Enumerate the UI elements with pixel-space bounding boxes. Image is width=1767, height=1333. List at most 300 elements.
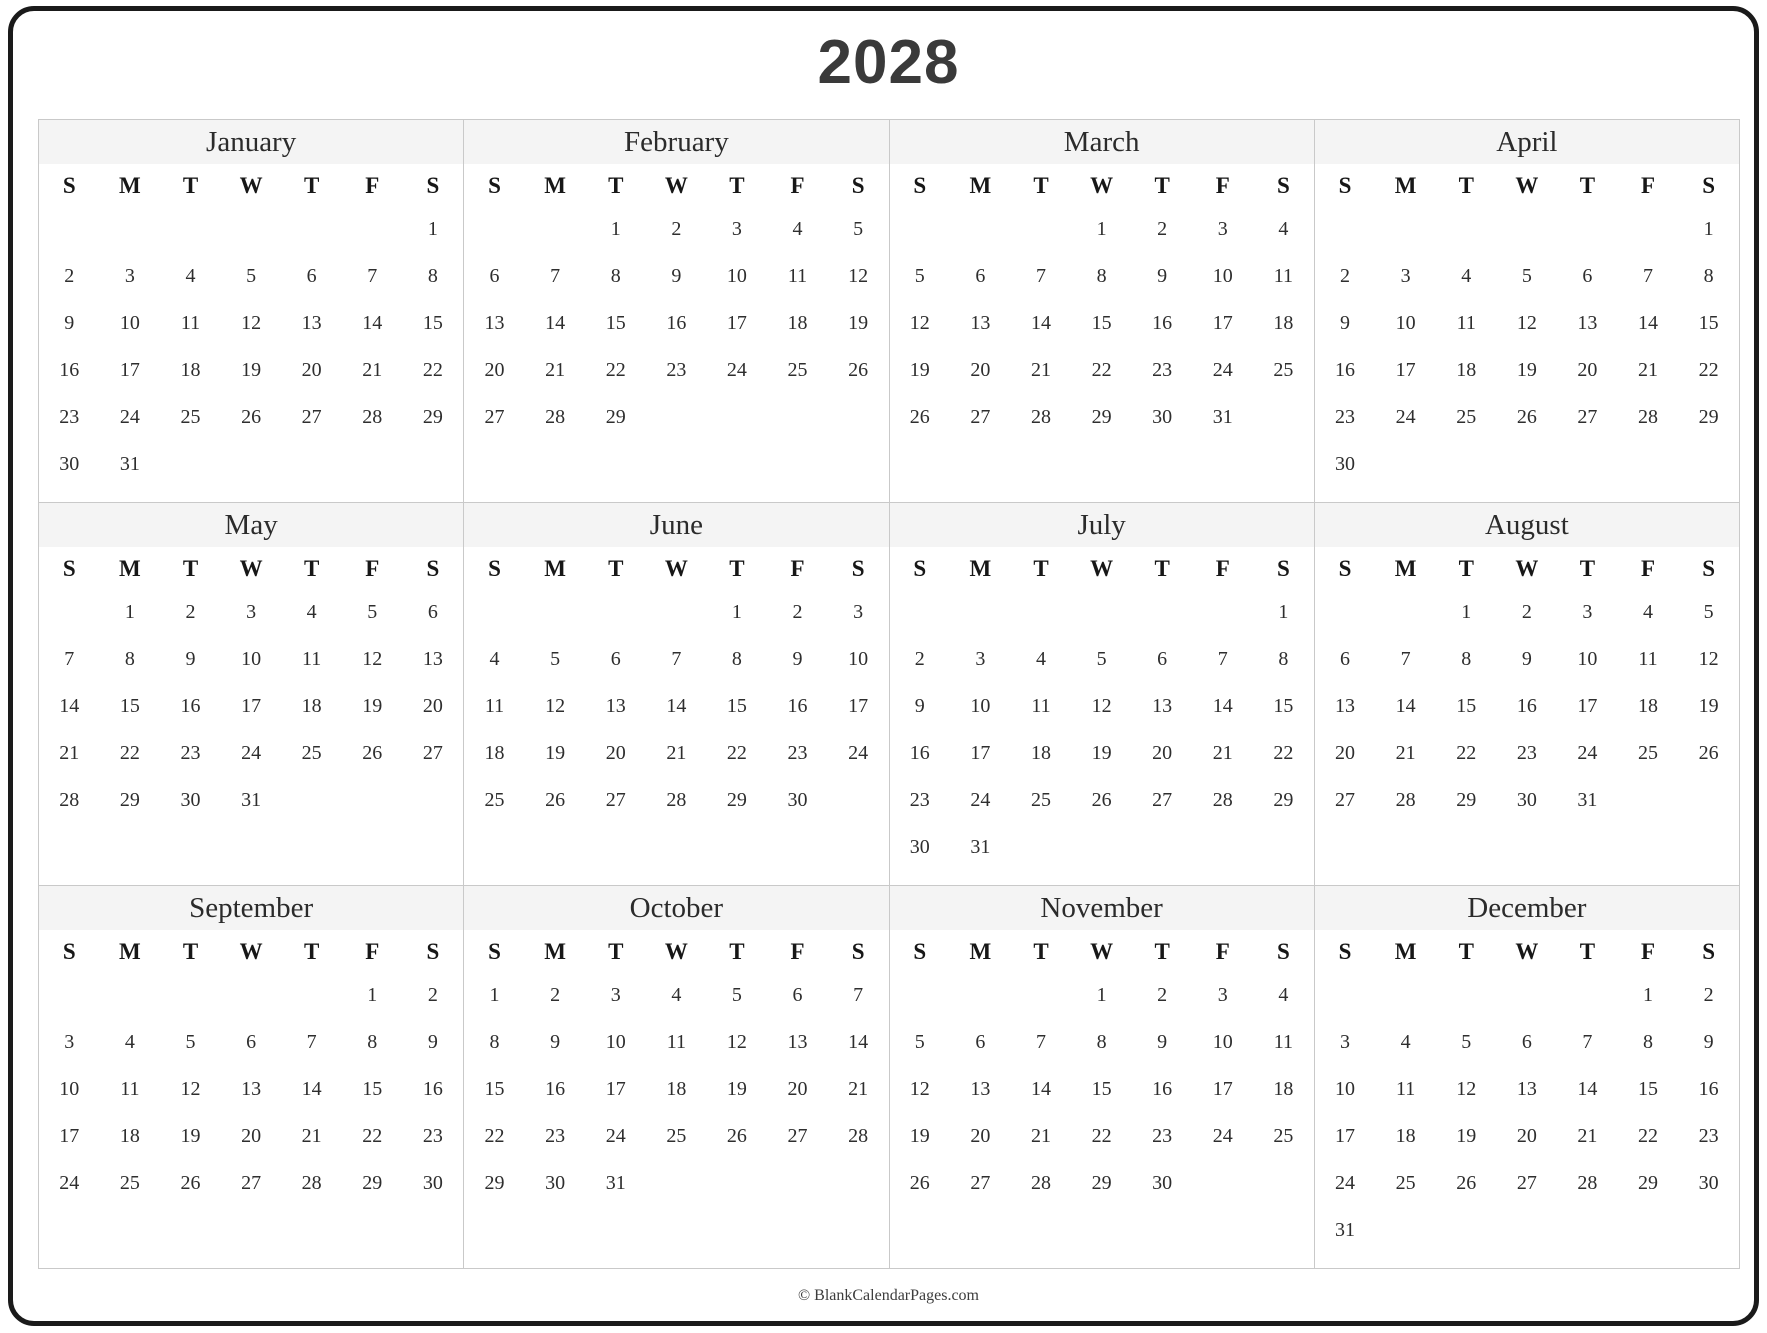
day-cell[interactable]: 17 bbox=[1577, 695, 1598, 717]
day-cell[interactable]: 26 bbox=[1456, 1172, 1477, 1194]
day-cell[interactable]: 11 bbox=[484, 695, 505, 717]
day-cell[interactable]: 28 bbox=[666, 789, 687, 811]
day-cell[interactable]: 20 bbox=[970, 1125, 991, 1147]
day-cell[interactable]: 19 bbox=[545, 742, 566, 764]
day-cell[interactable]: 14 bbox=[1395, 695, 1416, 717]
day-cell[interactable]: 12 bbox=[1091, 695, 1112, 717]
day-cell[interactable]: 2 bbox=[185, 601, 196, 623]
day-cell[interactable]: 15 bbox=[1638, 1078, 1659, 1100]
day-cell[interactable]: 8 bbox=[1461, 648, 1472, 670]
day-cell[interactable]: 2 bbox=[1340, 265, 1351, 287]
day-cell[interactable]: 26 bbox=[848, 359, 869, 381]
day-cell[interactable]: 10 bbox=[1577, 648, 1598, 670]
day-cell[interactable]: 1 bbox=[1643, 984, 1654, 1006]
day-cell[interactable]: 10 bbox=[1395, 312, 1416, 334]
day-cell[interactable]: 24 bbox=[726, 359, 747, 381]
day-cell[interactable]: 9 bbox=[914, 695, 925, 717]
day-cell[interactable]: 5 bbox=[1521, 265, 1532, 287]
day-cell[interactable]: 26 bbox=[909, 1172, 930, 1194]
day-cell[interactable]: 15 bbox=[1456, 695, 1477, 717]
day-cell[interactable]: 10 bbox=[605, 1031, 626, 1053]
day-cell[interactable]: 28 bbox=[1638, 406, 1659, 428]
day-cell[interactable]: 14 bbox=[59, 695, 80, 717]
day-cell[interactable]: 2 bbox=[1703, 984, 1714, 1006]
day-cell[interactable]: 6 bbox=[975, 265, 986, 287]
day-cell[interactable]: 5 bbox=[731, 984, 742, 1006]
day-cell[interactable]: 27 bbox=[484, 406, 505, 428]
day-cell[interactable]: 12 bbox=[545, 695, 566, 717]
day-cell[interactable]: 7 bbox=[1400, 648, 1411, 670]
day-cell[interactable]: 10 bbox=[1335, 1078, 1356, 1100]
day-cell[interactable]: 3 bbox=[1340, 1031, 1351, 1053]
day-cell[interactable]: 12 bbox=[848, 265, 869, 287]
day-cell[interactable]: 3 bbox=[853, 601, 864, 623]
day-cell[interactable]: 23 bbox=[1516, 742, 1537, 764]
day-cell[interactable]: 18 bbox=[484, 742, 505, 764]
day-cell[interactable]: 1 bbox=[489, 984, 500, 1006]
day-cell[interactable]: 1 bbox=[427, 218, 438, 240]
day-cell[interactable]: 1 bbox=[1461, 601, 1472, 623]
day-cell[interactable]: 22 bbox=[1273, 742, 1294, 764]
day-cell[interactable]: 19 bbox=[1516, 359, 1537, 381]
day-cell[interactable]: 4 bbox=[185, 265, 196, 287]
day-cell[interactable]: 21 bbox=[545, 359, 566, 381]
day-cell[interactable]: 30 bbox=[1152, 406, 1173, 428]
day-cell[interactable]: 20 bbox=[1577, 359, 1598, 381]
day-cell[interactable]: 20 bbox=[1335, 742, 1356, 764]
day-cell[interactable]: 13 bbox=[241, 1078, 262, 1100]
day-cell[interactable]: 15 bbox=[484, 1078, 505, 1100]
day-cell[interactable]: 28 bbox=[1030, 406, 1051, 428]
day-cell[interactable]: 12 bbox=[241, 312, 262, 334]
day-cell[interactable]: 6 bbox=[1157, 648, 1168, 670]
day-cell[interactable]: 1 bbox=[1278, 601, 1289, 623]
day-cell[interactable]: 9 bbox=[427, 1031, 438, 1053]
day-cell[interactable]: 24 bbox=[1577, 742, 1598, 764]
day-cell[interactable]: 3 bbox=[1217, 984, 1228, 1006]
day-cell[interactable]: 27 bbox=[605, 789, 626, 811]
day-cell[interactable]: 16 bbox=[1698, 1078, 1719, 1100]
day-cell[interactable]: 16 bbox=[180, 695, 201, 717]
day-cell[interactable]: 26 bbox=[241, 406, 262, 428]
day-cell[interactable]: 1 bbox=[367, 984, 378, 1006]
day-cell[interactable]: 19 bbox=[909, 359, 930, 381]
day-cell[interactable]: 1 bbox=[1096, 984, 1107, 1006]
day-cell[interactable]: 18 bbox=[119, 1125, 140, 1147]
day-cell[interactable]: 22 bbox=[119, 742, 140, 764]
day-cell[interactable]: 6 bbox=[489, 265, 500, 287]
day-cell[interactable]: 17 bbox=[241, 695, 262, 717]
day-cell[interactable]: 8 bbox=[124, 648, 135, 670]
day-cell[interactable]: 9 bbox=[1157, 265, 1168, 287]
day-cell[interactable]: 24 bbox=[59, 1172, 80, 1194]
day-cell[interactable]: 25 bbox=[1638, 742, 1659, 764]
day-cell[interactable]: 29 bbox=[484, 1172, 505, 1194]
day-cell[interactable]: 24 bbox=[605, 1125, 626, 1147]
day-cell[interactable]: 2 bbox=[1157, 984, 1168, 1006]
day-cell[interactable]: 10 bbox=[970, 695, 991, 717]
day-cell[interactable]: 3 bbox=[610, 984, 621, 1006]
day-cell[interactable]: 10 bbox=[1212, 265, 1233, 287]
day-cell[interactable]: 22 bbox=[1456, 742, 1477, 764]
day-cell[interactable]: 27 bbox=[1152, 789, 1173, 811]
day-cell[interactable]: 12 bbox=[1516, 312, 1537, 334]
day-cell[interactable]: 20 bbox=[1152, 742, 1173, 764]
day-cell[interactable]: 15 bbox=[422, 312, 443, 334]
day-cell[interactable]: 18 bbox=[666, 1078, 687, 1100]
day-cell[interactable]: 10 bbox=[119, 312, 140, 334]
day-cell[interactable]: 9 bbox=[1157, 1031, 1168, 1053]
day-cell[interactable]: 20 bbox=[301, 359, 322, 381]
day-cell[interactable]: 22 bbox=[1698, 359, 1719, 381]
day-cell[interactable]: 2 bbox=[550, 984, 561, 1006]
day-cell[interactable]: 7 bbox=[1217, 648, 1228, 670]
day-cell[interactable]: 4 bbox=[1643, 601, 1654, 623]
day-cell[interactable]: 3 bbox=[975, 648, 986, 670]
day-cell[interactable]: 16 bbox=[1335, 359, 1356, 381]
day-cell[interactable]: 4 bbox=[489, 648, 500, 670]
day-cell[interactable]: 18 bbox=[1456, 359, 1477, 381]
day-cell[interactable]: 6 bbox=[1521, 1031, 1532, 1053]
day-cell[interactable]: 5 bbox=[1461, 1031, 1472, 1053]
day-cell[interactable]: 4 bbox=[671, 984, 682, 1006]
day-cell[interactable]: 4 bbox=[1278, 218, 1289, 240]
day-cell[interactable]: 17 bbox=[59, 1125, 80, 1147]
day-cell[interactable]: 11 bbox=[787, 265, 808, 287]
day-cell[interactable]: 18 bbox=[1638, 695, 1659, 717]
day-cell[interactable]: 21 bbox=[1030, 1125, 1051, 1147]
day-cell[interactable]: 14 bbox=[666, 695, 687, 717]
day-cell[interactable]: 27 bbox=[1516, 1172, 1537, 1194]
day-cell[interactable]: 30 bbox=[545, 1172, 566, 1194]
day-cell[interactable]: 3 bbox=[124, 265, 135, 287]
day-cell[interactable]: 22 bbox=[1091, 359, 1112, 381]
day-cell[interactable]: 13 bbox=[1577, 312, 1598, 334]
day-cell[interactable]: 11 bbox=[1273, 1031, 1294, 1053]
day-cell[interactable]: 8 bbox=[367, 1031, 378, 1053]
day-cell[interactable]: 14 bbox=[1212, 695, 1233, 717]
day-cell[interactable]: 21 bbox=[1030, 359, 1051, 381]
day-cell[interactable]: 10 bbox=[1212, 1031, 1233, 1053]
day-cell[interactable]: 14 bbox=[848, 1031, 869, 1053]
day-cell[interactable]: 4 bbox=[1400, 1031, 1411, 1053]
day-cell[interactable]: 8 bbox=[1278, 648, 1289, 670]
day-cell[interactable]: 1 bbox=[124, 601, 135, 623]
day-cell[interactable]: 1 bbox=[731, 601, 742, 623]
day-cell[interactable]: 11 bbox=[1273, 265, 1294, 287]
day-cell[interactable]: 27 bbox=[1577, 406, 1598, 428]
day-cell[interactable]: 27 bbox=[970, 1172, 991, 1194]
day-cell[interactable]: 31 bbox=[119, 453, 140, 475]
day-cell[interactable]: 15 bbox=[1698, 312, 1719, 334]
day-cell[interactable]: 21 bbox=[301, 1125, 322, 1147]
day-cell[interactable]: 8 bbox=[610, 265, 621, 287]
day-cell[interactable]: 7 bbox=[1582, 1031, 1593, 1053]
day-cell[interactable]: 2 bbox=[671, 218, 682, 240]
day-cell[interactable]: 29 bbox=[422, 406, 443, 428]
day-cell[interactable]: 16 bbox=[422, 1078, 443, 1100]
day-cell[interactable]: 29 bbox=[726, 789, 747, 811]
day-cell[interactable]: 25 bbox=[1395, 1172, 1416, 1194]
day-cell[interactable]: 3 bbox=[1582, 601, 1593, 623]
day-cell[interactable]: 19 bbox=[241, 359, 262, 381]
day-cell[interactable]: 29 bbox=[1638, 1172, 1659, 1194]
day-cell[interactable]: 16 bbox=[1516, 695, 1537, 717]
day-cell[interactable]: 19 bbox=[1091, 742, 1112, 764]
day-cell[interactable]: 14 bbox=[1638, 312, 1659, 334]
day-cell[interactable]: 30 bbox=[180, 789, 201, 811]
day-cell[interactable]: 27 bbox=[787, 1125, 808, 1147]
day-cell[interactable]: 19 bbox=[1698, 695, 1719, 717]
day-cell[interactable]: 30 bbox=[422, 1172, 443, 1194]
day-cell[interactable]: 24 bbox=[1335, 1172, 1356, 1194]
day-cell[interactable]: 1 bbox=[1703, 218, 1714, 240]
day-cell[interactable]: 4 bbox=[1278, 984, 1289, 1006]
day-cell[interactable]: 30 bbox=[1516, 789, 1537, 811]
day-cell[interactable]: 2 bbox=[427, 984, 438, 1006]
day-cell[interactable]: 25 bbox=[1030, 789, 1051, 811]
day-cell[interactable]: 29 bbox=[1091, 1172, 1112, 1194]
day-cell[interactable]: 5 bbox=[853, 218, 864, 240]
day-cell[interactable]: 17 bbox=[1335, 1125, 1356, 1147]
day-cell[interactable]: 17 bbox=[848, 695, 869, 717]
day-cell[interactable]: 8 bbox=[427, 265, 438, 287]
day-cell[interactable]: 7 bbox=[367, 265, 378, 287]
day-cell[interactable]: 23 bbox=[1152, 1125, 1173, 1147]
day-cell[interactable]: 12 bbox=[1698, 648, 1719, 670]
day-cell[interactable]: 13 bbox=[422, 648, 443, 670]
day-cell[interactable]: 23 bbox=[787, 742, 808, 764]
day-cell[interactable]: 7 bbox=[64, 648, 75, 670]
day-cell[interactable]: 30 bbox=[1152, 1172, 1173, 1194]
day-cell[interactable]: 17 bbox=[726, 312, 747, 334]
day-cell[interactable]: 28 bbox=[1030, 1172, 1051, 1194]
day-cell[interactable]: 10 bbox=[241, 648, 262, 670]
day-cell[interactable]: 11 bbox=[1031, 695, 1051, 717]
day-cell[interactable]: 8 bbox=[1096, 1031, 1107, 1053]
day-cell[interactable]: 11 bbox=[120, 1078, 140, 1100]
day-cell[interactable]: 21 bbox=[848, 1078, 869, 1100]
day-cell[interactable]: 18 bbox=[1395, 1125, 1416, 1147]
day-cell[interactable]: 7 bbox=[306, 1031, 317, 1053]
day-cell[interactable]: 19 bbox=[726, 1078, 747, 1100]
day-cell[interactable]: 4 bbox=[124, 1031, 135, 1053]
day-cell[interactable]: 10 bbox=[848, 648, 869, 670]
day-cell[interactable]: 15 bbox=[119, 695, 140, 717]
day-cell[interactable]: 14 bbox=[1030, 1078, 1051, 1100]
day-cell[interactable]: 29 bbox=[362, 1172, 383, 1194]
day-cell[interactable]: 24 bbox=[848, 742, 869, 764]
day-cell[interactable]: 9 bbox=[792, 648, 803, 670]
day-cell[interactable]: 23 bbox=[1335, 406, 1356, 428]
day-cell[interactable]: 17 bbox=[1395, 359, 1416, 381]
day-cell[interactable]: 7 bbox=[853, 984, 864, 1006]
day-cell[interactable]: 2 bbox=[1157, 218, 1168, 240]
day-cell[interactable]: 13 bbox=[787, 1031, 808, 1053]
day-cell[interactable]: 26 bbox=[362, 742, 383, 764]
day-cell[interactable]: 26 bbox=[1516, 406, 1537, 428]
day-cell[interactable]: 14 bbox=[301, 1078, 322, 1100]
day-cell[interactable]: 29 bbox=[1091, 406, 1112, 428]
day-cell[interactable]: 28 bbox=[848, 1125, 869, 1147]
day-cell[interactable]: 9 bbox=[185, 648, 196, 670]
day-cell[interactable]: 21 bbox=[666, 742, 687, 764]
day-cell[interactable]: 20 bbox=[1516, 1125, 1537, 1147]
day-cell[interactable]: 5 bbox=[185, 1031, 196, 1053]
day-cell[interactable]: 24 bbox=[1212, 1125, 1233, 1147]
day-cell[interactable]: 16 bbox=[666, 312, 687, 334]
day-cell[interactable]: 7 bbox=[1035, 265, 1046, 287]
day-cell[interactable]: 22 bbox=[1638, 1125, 1659, 1147]
day-cell[interactable]: 30 bbox=[909, 836, 930, 858]
day-cell[interactable]: 17 bbox=[605, 1078, 626, 1100]
day-cell[interactable]: 20 bbox=[970, 359, 991, 381]
day-cell[interactable]: 11 bbox=[666, 1031, 686, 1053]
day-cell[interactable]: 9 bbox=[1521, 648, 1532, 670]
day-cell[interactable]: 7 bbox=[550, 265, 561, 287]
day-cell[interactable]: 25 bbox=[1273, 359, 1294, 381]
day-cell[interactable]: 26 bbox=[180, 1172, 201, 1194]
day-cell[interactable]: 25 bbox=[301, 742, 322, 764]
day-cell[interactable]: 13 bbox=[970, 1078, 991, 1100]
day-cell[interactable]: 31 bbox=[970, 836, 991, 858]
day-cell[interactable]: 23 bbox=[909, 789, 930, 811]
day-cell[interactable]: 28 bbox=[301, 1172, 322, 1194]
day-cell[interactable]: 10 bbox=[726, 265, 747, 287]
day-cell[interactable]: 18 bbox=[1273, 1078, 1294, 1100]
day-cell[interactable]: 29 bbox=[605, 406, 626, 428]
day-cell[interactable]: 2 bbox=[1521, 601, 1532, 623]
day-cell[interactable]: 7 bbox=[671, 648, 682, 670]
day-cell[interactable]: 5 bbox=[1703, 601, 1714, 623]
day-cell[interactable]: 18 bbox=[1273, 312, 1294, 334]
day-cell[interactable]: 24 bbox=[119, 406, 140, 428]
day-cell[interactable]: 10 bbox=[59, 1078, 80, 1100]
day-cell[interactable]: 15 bbox=[726, 695, 747, 717]
day-cell[interactable]: 18 bbox=[301, 695, 322, 717]
day-cell[interactable]: 6 bbox=[975, 1031, 986, 1053]
day-cell[interactable]: 3 bbox=[731, 218, 742, 240]
day-cell[interactable]: 24 bbox=[1212, 359, 1233, 381]
day-cell[interactable]: 14 bbox=[362, 312, 383, 334]
day-cell[interactable]: 29 bbox=[1273, 789, 1294, 811]
day-cell[interactable]: 26 bbox=[1698, 742, 1719, 764]
day-cell[interactable]: 12 bbox=[726, 1031, 747, 1053]
day-cell[interactable]: 20 bbox=[241, 1125, 262, 1147]
day-cell[interactable]: 6 bbox=[246, 1031, 257, 1053]
day-cell[interactable]: 15 bbox=[362, 1078, 383, 1100]
day-cell[interactable]: 13 bbox=[605, 695, 626, 717]
day-cell[interactable]: 13 bbox=[301, 312, 322, 334]
day-cell[interactable]: 27 bbox=[970, 406, 991, 428]
day-cell[interactable]: 4 bbox=[1035, 648, 1046, 670]
day-cell[interactable]: 19 bbox=[1456, 1125, 1477, 1147]
day-cell[interactable]: 23 bbox=[666, 359, 687, 381]
day-cell[interactable]: 21 bbox=[1395, 742, 1416, 764]
day-cell[interactable]: 28 bbox=[1212, 789, 1233, 811]
day-cell[interactable]: 27 bbox=[301, 406, 322, 428]
day-cell[interactable]: 1 bbox=[1096, 218, 1107, 240]
day-cell[interactable]: 20 bbox=[787, 1078, 808, 1100]
day-cell[interactable]: 31 bbox=[1335, 1219, 1356, 1241]
day-cell[interactable]: 22 bbox=[726, 742, 747, 764]
day-cell[interactable]: 27 bbox=[422, 742, 443, 764]
day-cell[interactable]: 15 bbox=[1273, 695, 1294, 717]
day-cell[interactable]: 5 bbox=[914, 265, 925, 287]
day-cell[interactable]: 6 bbox=[1582, 265, 1593, 287]
day-cell[interactable]: 7 bbox=[1035, 1031, 1046, 1053]
day-cell[interactable]: 29 bbox=[1698, 406, 1719, 428]
day-cell[interactable]: 23 bbox=[59, 406, 80, 428]
day-cell[interactable]: 9 bbox=[1340, 312, 1351, 334]
day-cell[interactable]: 3 bbox=[246, 601, 257, 623]
day-cell[interactable]: 28 bbox=[362, 406, 383, 428]
day-cell[interactable]: 16 bbox=[909, 742, 930, 764]
day-cell[interactable]: 6 bbox=[792, 984, 803, 1006]
day-cell[interactable]: 8 bbox=[731, 648, 742, 670]
day-cell[interactable]: 4 bbox=[306, 601, 317, 623]
day-cell[interactable]: 26 bbox=[1091, 789, 1112, 811]
day-cell[interactable]: 11 bbox=[1456, 312, 1476, 334]
day-cell[interactable]: 22 bbox=[422, 359, 443, 381]
day-cell[interactable]: 26 bbox=[545, 789, 566, 811]
day-cell[interactable]: 5 bbox=[914, 1031, 925, 1053]
day-cell[interactable]: 23 bbox=[1152, 359, 1173, 381]
day-cell[interactable]: 29 bbox=[119, 789, 140, 811]
day-cell[interactable]: 25 bbox=[180, 406, 201, 428]
day-cell[interactable]: 20 bbox=[422, 695, 443, 717]
day-cell[interactable]: 18 bbox=[1030, 742, 1051, 764]
day-cell[interactable]: 28 bbox=[1395, 789, 1416, 811]
day-cell[interactable]: 21 bbox=[59, 742, 80, 764]
day-cell[interactable]: 26 bbox=[726, 1125, 747, 1147]
day-cell[interactable]: 19 bbox=[909, 1125, 930, 1147]
day-cell[interactable]: 15 bbox=[1091, 1078, 1112, 1100]
day-cell[interactable]: 27 bbox=[1335, 789, 1356, 811]
day-cell[interactable]: 23 bbox=[422, 1125, 443, 1147]
day-cell[interactable]: 11 bbox=[1638, 648, 1658, 670]
day-cell[interactable]: 30 bbox=[787, 789, 808, 811]
day-cell[interactable]: 17 bbox=[119, 359, 140, 381]
day-cell[interactable]: 21 bbox=[1577, 1125, 1598, 1147]
day-cell[interactable]: 3 bbox=[64, 1031, 75, 1053]
day-cell[interactable]: 20 bbox=[484, 359, 505, 381]
day-cell[interactable]: 19 bbox=[362, 695, 383, 717]
day-cell[interactable]: 8 bbox=[1096, 265, 1107, 287]
day-cell[interactable]: 28 bbox=[545, 406, 566, 428]
day-cell[interactable]: 8 bbox=[489, 1031, 500, 1053]
day-cell[interactable]: 17 bbox=[1212, 312, 1233, 334]
day-cell[interactable]: 24 bbox=[1395, 406, 1416, 428]
day-cell[interactable]: 31 bbox=[605, 1172, 626, 1194]
day-cell[interactable]: 21 bbox=[362, 359, 383, 381]
day-cell[interactable]: 6 bbox=[610, 648, 621, 670]
day-cell[interactable]: 22 bbox=[605, 359, 626, 381]
day-cell[interactable]: 25 bbox=[484, 789, 505, 811]
day-cell[interactable]: 19 bbox=[180, 1125, 201, 1147]
day-cell[interactable]: 14 bbox=[1577, 1078, 1598, 1100]
day-cell[interactable]: 12 bbox=[909, 312, 930, 334]
day-cell[interactable]: 13 bbox=[484, 312, 505, 334]
day-cell[interactable]: 26 bbox=[909, 406, 930, 428]
day-cell[interactable]: 11 bbox=[180, 312, 201, 334]
day-cell[interactable]: 11 bbox=[302, 648, 322, 670]
day-cell[interactable]: 25 bbox=[1273, 1125, 1294, 1147]
day-cell[interactable]: 6 bbox=[306, 265, 317, 287]
day-cell[interactable]: 2 bbox=[914, 648, 925, 670]
day-cell[interactable]: 14 bbox=[1030, 312, 1051, 334]
day-cell[interactable]: 16 bbox=[1152, 312, 1173, 334]
